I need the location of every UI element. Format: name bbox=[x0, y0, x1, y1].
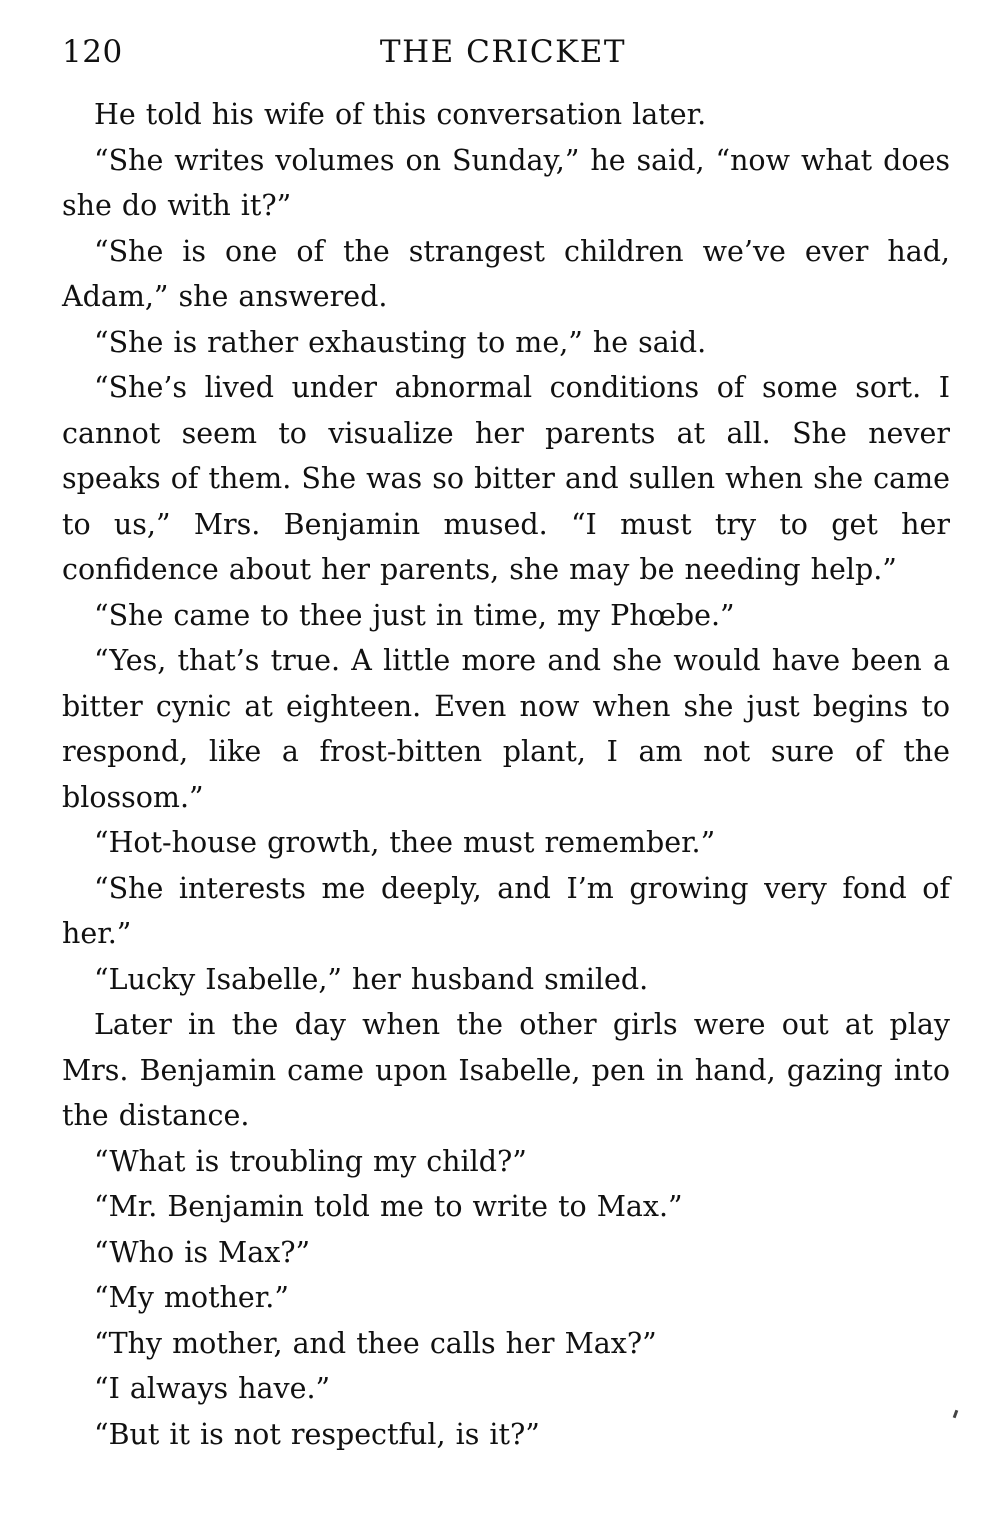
paragraph: Later in the day when the other girls were out at play Mrs. Benjamin came upon Isabelle, pen in hand, gazing into the distance. bbox=[62, 1008, 950, 1132]
paragraph: “I always have.” bbox=[94, 1372, 331, 1405]
paragraph: “Who is Max?” bbox=[94, 1235, 311, 1269]
page-number: 120 bbox=[62, 34, 123, 70]
paragraph: “She’s lived under abnormal conditions of some sort. I cannot seem to visualize her parents at all. She never speaks of them. She was so bitter and sullen when she came to us,” Mrs. Benjamin mused. “I must try to get her confidence about her parents, she may be needing help.” bbox=[62, 371, 950, 586]
paragraph: He told his wife of this conversation later. bbox=[94, 98, 707, 131]
scan-speck bbox=[953, 1410, 959, 1419]
paragraph: “But it is not respectful, is it?” bbox=[94, 1417, 540, 1451]
paragraph: “Yes, that’s true. A little more and she would have been a bitter cynic at eighteen. Even now when she just begins to respond, like a frost-bitten plant, I am not sure of the blossom.” bbox=[62, 644, 950, 814]
paragraph: “Lucky Isabelle,” her husband smiled. bbox=[94, 962, 649, 996]
paragraph: “Hot-house growth, thee must remember.” bbox=[94, 826, 716, 859]
paragraph: “She is one of the strangest children we’ve ever had, Adam,” she answered. bbox=[62, 234, 950, 313]
paragraph: “Mr. Benjamin told me to write to Max.” bbox=[94, 1190, 683, 1223]
book-title: THE CRICKET bbox=[379, 34, 627, 70]
paragraph: “She came to thee just in time, my Phœbe.” bbox=[94, 598, 735, 632]
paragraph: “Thy mother, and thee calls her Max?” bbox=[94, 1326, 657, 1360]
paragraph: “She writes volumes on Sunday,” he said, “now what does she do with it?” bbox=[62, 143, 950, 222]
body-text bbox=[62, 92, 950, 1457]
running-header bbox=[62, 34, 944, 74]
paragraph: “She interests me deeply, and I’m growing very fond of her.” bbox=[62, 871, 950, 950]
paragraph: “She is rather exhausting to me,” he said. bbox=[94, 325, 707, 359]
paragraph: “My mother.” bbox=[94, 1281, 289, 1314]
paragraph: “What is troubling my child?” bbox=[94, 1144, 527, 1178]
